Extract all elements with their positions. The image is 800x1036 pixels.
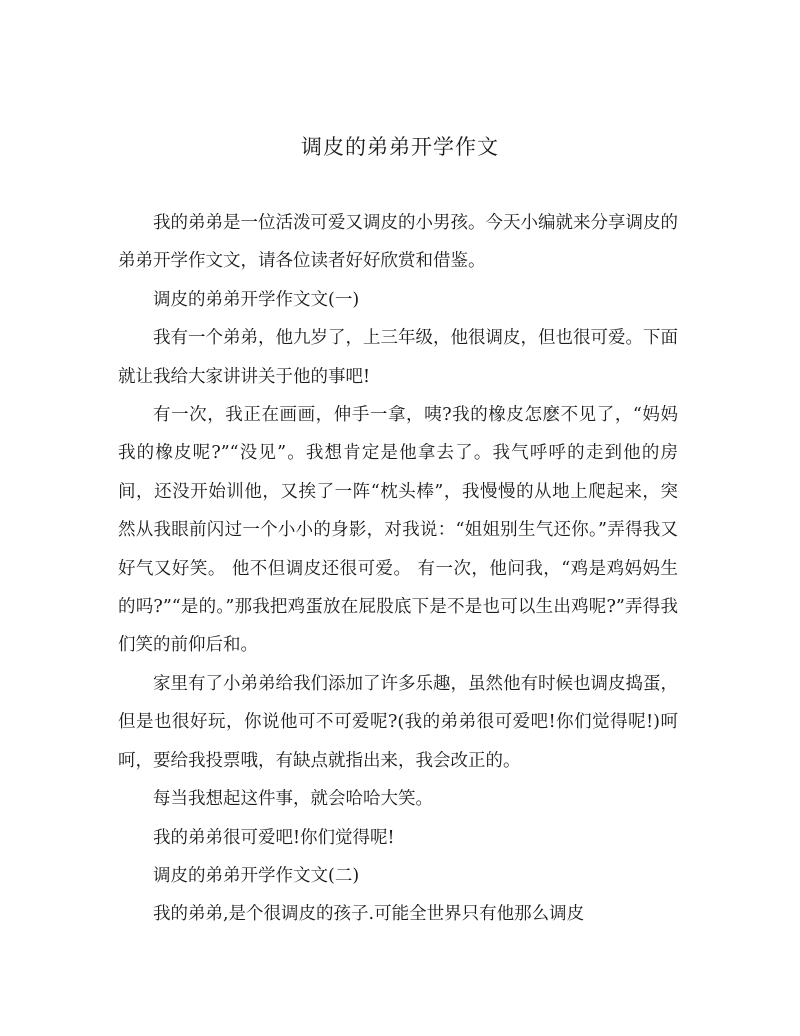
- section-heading-2: 调皮的弟弟开学作文文(二): [153, 865, 360, 886]
- paragraph: 有一次，我正在画画，伸手一拿，咦?我的橡皮怎麽不见了，“妈妈我的橡皮呢?”“没见”。我想肯定是他拿去了。我气呼呼的走到他的房间，还没开始训他，又挨了一阵“枕头棒”，我慢慢的从地上爬起来，突然从我眼前闪过一个小小的身影，对我说：“姐姐别生气还你。”弄得我又好气又好笑。 他不但调皮还很可爱。 有一次，他问我，“鸡是鸡妈妈生的吗?”“是的。”那我把鸡蛋放在屁股底下是不是也可以生出鸡呢?”弄得我们笑的前仰后和。: [118, 405, 678, 656]
- paragraph: 每当我想起这件事，就会哈哈大笑。: [153, 789, 433, 810]
- section-heading-1: 调皮的弟弟开学作文文(一): [153, 289, 360, 310]
- paragraph-intro: 我的弟弟是一位活泼可爱又调皮的小男孩。今天小编就来分享调皮的弟弟开学作文文，请各位读者好好欣赏和借鉴。: [118, 213, 678, 272]
- paragraph: 我的弟弟很可爱吧!你们觉得呢!: [153, 827, 395, 848]
- document-title: 调皮的弟弟开学作文: [301, 135, 499, 159]
- document-body: [118, 204, 678, 934]
- paragraph: 家里有了小弟弟给我们添加了许多乐趣，虽然他有时候也调皮捣蛋，但是也很好玩，你说他可不可爱呢?(我的弟弟很可爱吧!你们觉得呢!)呵呵，要给我投票哦，有缺点就指出来，我会改正的。: [118, 673, 678, 771]
- paragraph: 我的弟弟,是个很调皮的孩子.可能全世界只有他那么调皮: [153, 904, 585, 925]
- paragraph: 我有一个弟弟，他九岁了，上三年级，他很调皮，但也很可爱。下面就让我给大家讲讲关于他的事吧!: [118, 328, 678, 387]
